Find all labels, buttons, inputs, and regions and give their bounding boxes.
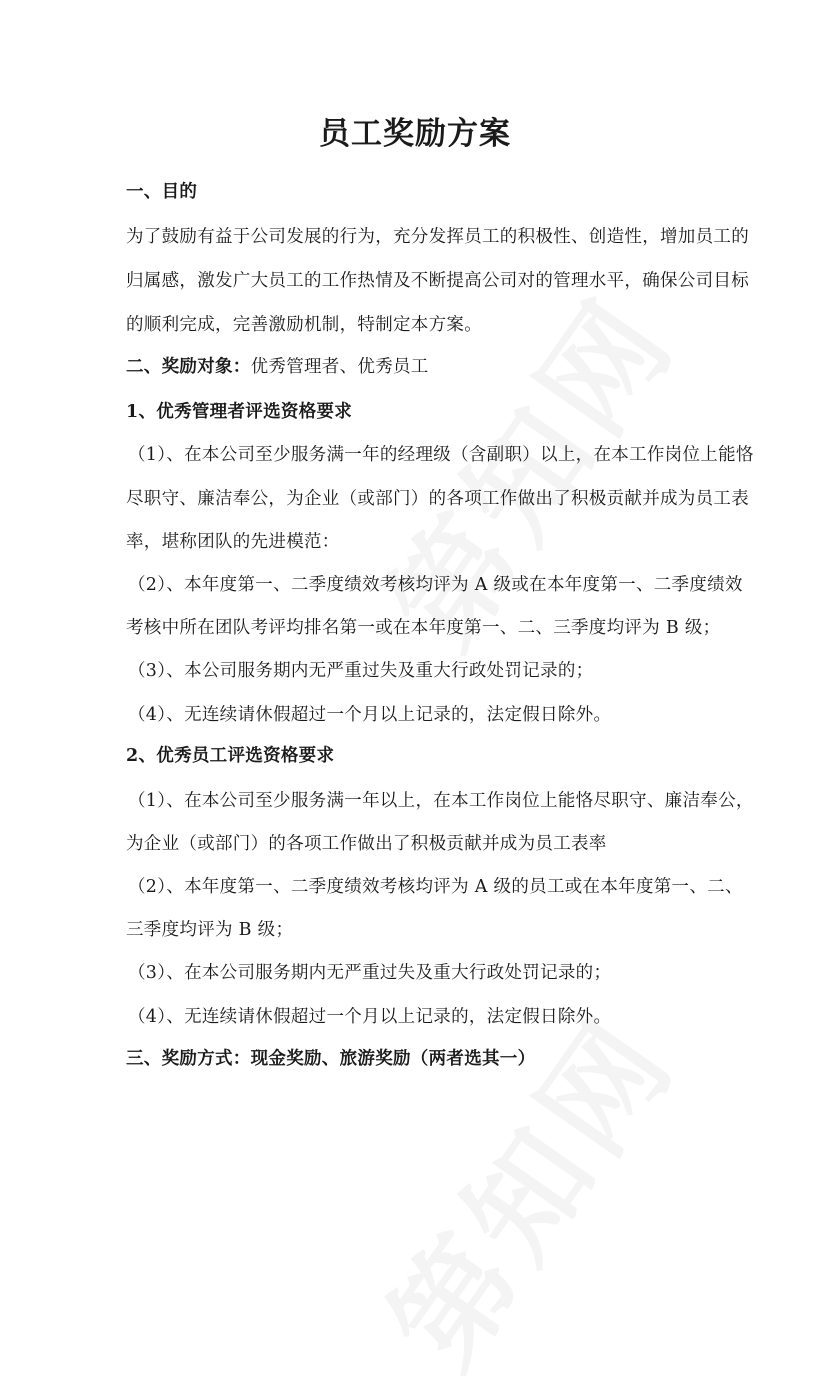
section-heading-purpose: 一、目的	[126, 182, 198, 202]
paragraph-line: 考核中所在团队考评均排名第一或在本年度第一、二、三季度均评为 B 级；	[126, 618, 721, 638]
subsection-heading-employee-criteria: 2、优秀员工评选资格要求	[126, 746, 335, 766]
list-item: （3）、在本公司服务期内无严重过失及重大行政处罚记录的；	[128, 963, 612, 983]
subsection-heading-manager-criteria: 1、优秀管理者评选资格要求	[126, 402, 353, 422]
paragraph-line: 归属感，激发广大员工的工作热情及不断提高公司对的管理水平，确保公司目标	[126, 271, 749, 291]
list-item: （2）、本年度第一、二季度绩效考核均评为 A 级或在本年度第一、二季度绩效	[128, 575, 743, 595]
paragraph-line: 率，堪称团队的先进模范：	[126, 532, 340, 552]
list-item: （4）、无连续请休假超过一个月以上记录的，法定假日除外。	[128, 1007, 612, 1027]
watermark	[343, 977, 708, 1395]
paragraph-line: 尽职守、廉洁奉公，为企业（或部门）的各项工作做出了积极贡献并成为员工表	[126, 489, 749, 509]
list-item: （2）、本年度第一、二季度绩效考核均评为 A 级的员工或在本年度第一、二、	[128, 877, 743, 897]
section-value: 优秀管理者、优秀员工	[250, 357, 429, 377]
paragraph-line: 三季度均评为 B 级；	[126, 920, 294, 940]
list-item: （1）、在本公司至少服务满一年的经理级（含副职）以上，在本工作岗位上能恪	[128, 445, 754, 465]
paragraph-line: 的顺利完成，完善激励机制，特制定本方案。	[126, 315, 482, 335]
section-heading-reward-methods: 三、奖励方式：现金奖励、旅游奖励（两者选其一）	[126, 1049, 536, 1069]
list-item: （3）、本公司服务期内无严重过失及重大行政处罚记录的；	[128, 661, 594, 681]
list-item: （1）、在本公司至少服务满一年以上，在本工作岗位上能恪尽职守、廉洁奉公，	[128, 791, 754, 811]
paragraph-line: 为企业（或部门）的各项工作做出了积极贡献并成为员工表率	[126, 834, 607, 854]
page-title: 员工奖励方案	[319, 116, 511, 152]
section-label: 二、奖励对象：	[126, 357, 251, 377]
section-heading-reward-targets	[126, 353, 429, 378]
list-item: （4）、无连续请休假超过一个月以上记录的，法定假日除外。	[128, 705, 612, 725]
paragraph-line: 为了鼓励有益于公司发展的行为，充分发挥员工的积极性、创造性，增加员工的	[126, 227, 749, 247]
